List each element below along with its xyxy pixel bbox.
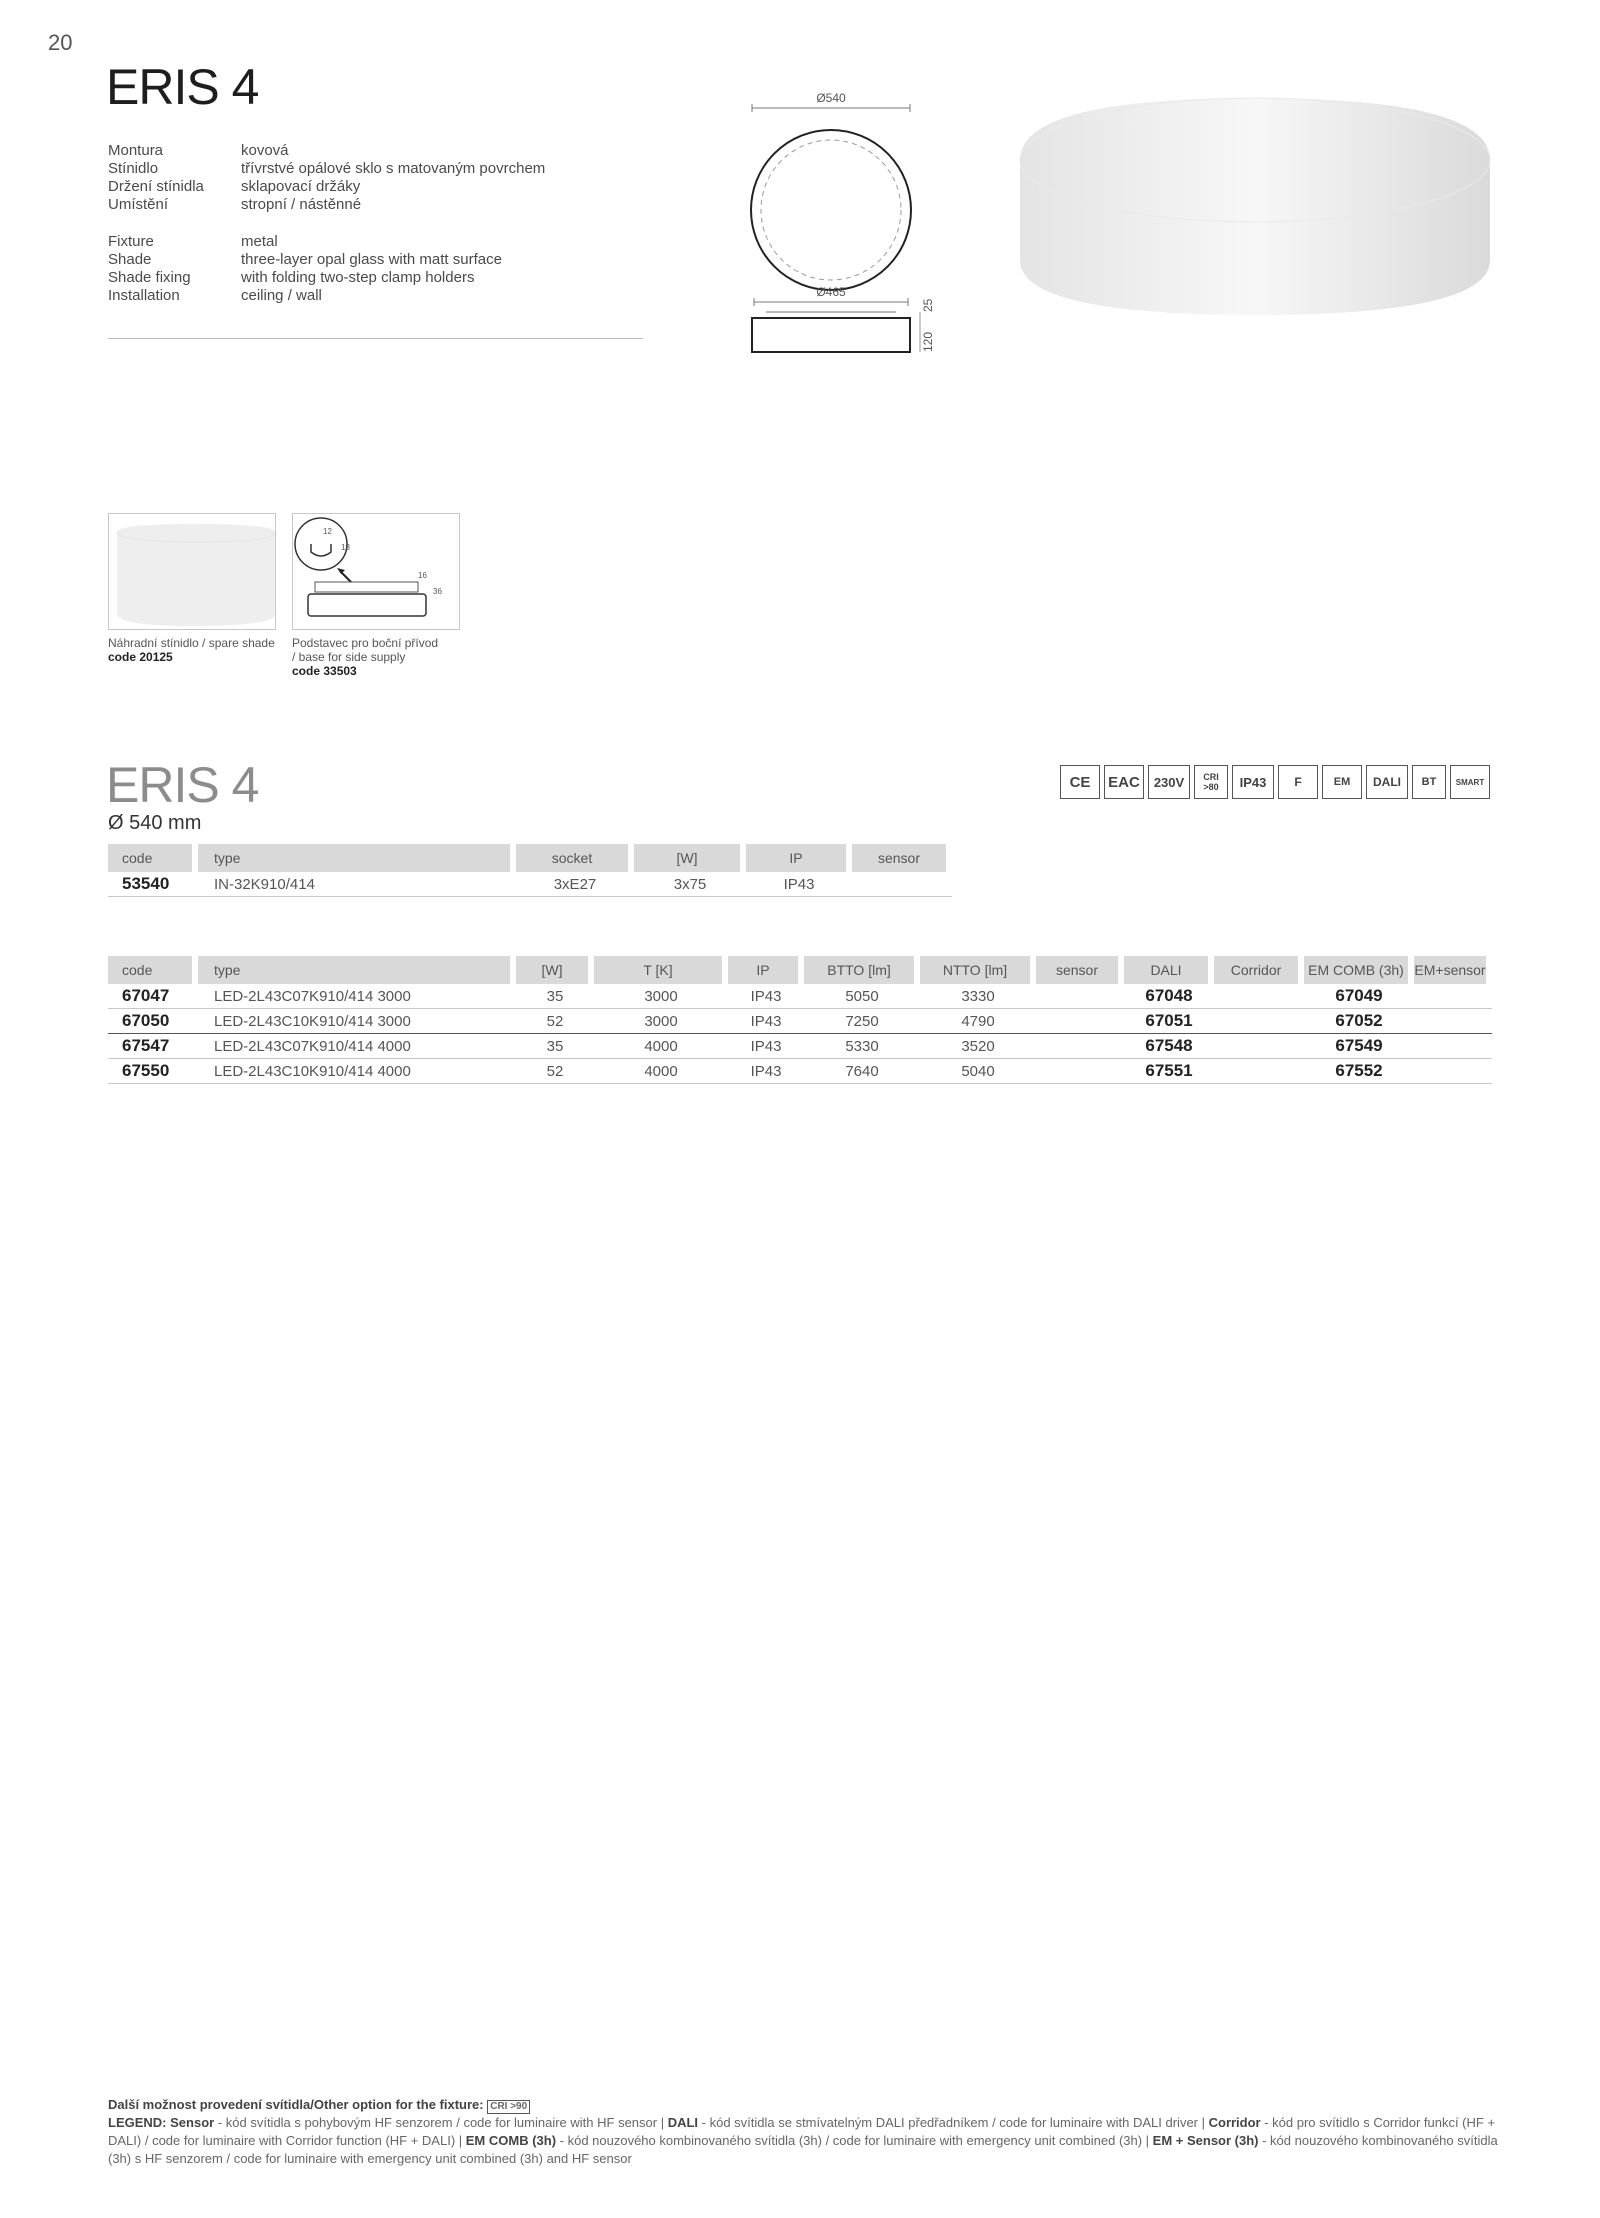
cell-em-sensor bbox=[1414, 984, 1492, 1009]
spec-row bbox=[108, 160, 545, 178]
cell-code: 53540 bbox=[108, 872, 198, 897]
cri-90-badge: CRI >90 bbox=[487, 2100, 530, 2114]
cell-type: IN-32K910/414 bbox=[198, 872, 516, 897]
dim-top-label: Ø540 bbox=[816, 91, 846, 105]
cell-em-comb: 67549 bbox=[1304, 1034, 1414, 1059]
spec-key: Stínidlo bbox=[108, 160, 159, 177]
dali-icon: DALI bbox=[1366, 765, 1408, 799]
cell-sensor bbox=[1036, 984, 1124, 1009]
cell-dali: 67048 bbox=[1124, 984, 1214, 1009]
ce-icon: CE bbox=[1060, 765, 1100, 799]
table-header: code bbox=[108, 844, 198, 872]
cell-code: 67050 bbox=[108, 1009, 198, 1034]
other-option-line bbox=[108, 2096, 1498, 2114]
spec-value: metal bbox=[241, 233, 278, 250]
cell-ip: IP43 bbox=[728, 984, 804, 1009]
table-header: [W] bbox=[516, 956, 594, 984]
table-header: BTTO [lm] bbox=[804, 956, 920, 984]
side-supply-caption bbox=[292, 636, 438, 678]
cell-sensor bbox=[1036, 1009, 1124, 1034]
caption-line: Náhradní stínidlo / spare shade bbox=[108, 636, 275, 650]
cell-sensor bbox=[1036, 1059, 1124, 1084]
table-row bbox=[108, 1034, 1492, 1059]
cell-temperature: 4000 bbox=[594, 1034, 728, 1059]
cell-ntto: 5040 bbox=[920, 1059, 1036, 1084]
spec-key: Držení stínidla bbox=[108, 178, 204, 195]
table-row bbox=[108, 1009, 1492, 1034]
diameter-label: Ø 540 mm bbox=[108, 812, 202, 834]
cell-code: 67550 bbox=[108, 1059, 198, 1084]
legend bbox=[108, 2096, 1498, 2168]
voltage-icon: 230V bbox=[1148, 765, 1190, 799]
legend-term: Corridor bbox=[1208, 2115, 1261, 2130]
accessory-dim-c: 16 bbox=[418, 571, 427, 580]
cell-ip: IP43 bbox=[728, 1009, 804, 1034]
table-header: T [K] bbox=[594, 956, 728, 984]
spec-row bbox=[108, 233, 502, 251]
table-header: EM COMB (3h) bbox=[1304, 956, 1414, 984]
specs-czech bbox=[108, 142, 545, 214]
cell-dali: 67548 bbox=[1124, 1034, 1214, 1059]
cell-ntto: 3520 bbox=[920, 1034, 1036, 1059]
cell-watts: 52 bbox=[516, 1059, 594, 1084]
smart-home-icon: SMART bbox=[1450, 765, 1490, 799]
table-header: code bbox=[108, 956, 198, 984]
legend-term: Sensor bbox=[170, 2115, 215, 2130]
table-row bbox=[108, 872, 952, 897]
caption-line: Podstavec pro boční přívod bbox=[292, 636, 439, 650]
page-number: 20 bbox=[48, 30, 73, 55]
side-supply-base-image bbox=[292, 513, 460, 630]
cell-btto: 5050 bbox=[804, 984, 920, 1009]
spec-row bbox=[108, 287, 502, 305]
cell-watts: 35 bbox=[516, 984, 594, 1009]
spec-value: stropní / nástěnné bbox=[241, 196, 362, 213]
table-header: Corridor bbox=[1214, 956, 1304, 984]
cell-corridor bbox=[1214, 1034, 1304, 1059]
cell-watts: 3x75 bbox=[634, 872, 746, 897]
table-traditional bbox=[108, 844, 952, 897]
cell-temperature: 4000 bbox=[594, 1059, 728, 1084]
table-header: IP bbox=[746, 844, 852, 872]
divider bbox=[108, 338, 643, 339]
legend-term: EM + Sensor (3h) bbox=[1152, 2133, 1259, 2148]
product-photo bbox=[1015, 90, 1495, 330]
f-mark-icon: F bbox=[1278, 765, 1318, 799]
cell-em-sensor bbox=[1414, 1034, 1492, 1059]
cell-sensor bbox=[1036, 1034, 1124, 1059]
accessory-dim-a: 12 bbox=[323, 527, 332, 536]
table-header: type bbox=[198, 956, 516, 984]
spec-row bbox=[108, 142, 545, 160]
bluetooth-icon: BT bbox=[1412, 765, 1446, 799]
caption-line: / base for side supply bbox=[292, 650, 406, 664]
dim-height-label: 120 bbox=[921, 331, 935, 352]
cell-em-comb: 67552 bbox=[1304, 1059, 1414, 1084]
cell-ip: IP43 bbox=[728, 1059, 804, 1084]
cell-sensor bbox=[852, 872, 952, 897]
emergency-icon: EM bbox=[1322, 765, 1362, 799]
spec-value: třívrstvé opálové sklo s matovaným povrchem bbox=[241, 160, 546, 177]
legend-desc: - kód nouzového kombinovaného svítidla (3h) s HF senzorem / code for luminaire with emergency unit combined (3h) and HF sensor bbox=[108, 2133, 1498, 2166]
ip-rating-icon: IP43 bbox=[1232, 765, 1274, 799]
spec-key: Montura bbox=[108, 142, 164, 159]
legend-desc: - kód svítidla se stmívatelným DALI předřadníkem / code for luminaire with DALI driver | bbox=[698, 2115, 1209, 2130]
caption-code: code 33503 bbox=[292, 664, 357, 678]
spec-value: kovová bbox=[241, 142, 289, 159]
cri-icon: CRI >80 bbox=[1194, 765, 1228, 799]
spec-value: ceiling / wall bbox=[241, 287, 322, 304]
spec-key: Umístění bbox=[108, 196, 169, 213]
table-header: socket bbox=[516, 844, 634, 872]
legend-label: LEGEND: bbox=[108, 2115, 167, 2130]
legend-desc: - kód pro svítidlo s Corridor funkcí (HF + DALI) / code for luminaire with Corridor function (HF + DALI) | bbox=[108, 2115, 1496, 2148]
cell-code: 67547 bbox=[108, 1034, 198, 1059]
spec-row bbox=[108, 178, 545, 196]
table-led bbox=[108, 956, 1492, 1084]
spec-value: three-layer opal glass with matt surface bbox=[241, 251, 502, 268]
product-title: ERIS 4 bbox=[106, 59, 259, 115]
accessory-dim-b: 13 bbox=[341, 543, 350, 552]
other-option-text: Další možnost provedení svítidla/Other option for the fixture: bbox=[108, 2097, 484, 2112]
spare-shade-caption bbox=[108, 636, 275, 664]
table-header: [W] bbox=[634, 844, 746, 872]
table-header: EM+sensor bbox=[1414, 956, 1492, 984]
accessory-dim-d: 36 bbox=[433, 587, 442, 596]
table-header: sensor bbox=[852, 844, 952, 872]
cell-watts: 35 bbox=[516, 1034, 594, 1059]
cell-em-sensor bbox=[1414, 1059, 1492, 1084]
cell-type: LED-2L43C07K910/414 4000 bbox=[198, 1034, 516, 1059]
dim-depth-label: 25 bbox=[921, 298, 935, 312]
technical-drawing bbox=[740, 90, 940, 365]
table-row bbox=[108, 1059, 1492, 1084]
spec-value: sklapovací držáky bbox=[241, 178, 361, 195]
cell-corridor bbox=[1214, 984, 1304, 1009]
cell-temperature: 3000 bbox=[594, 984, 728, 1009]
table-header: DALI bbox=[1124, 956, 1214, 984]
certification-icons bbox=[1060, 765, 1490, 799]
table-header: sensor bbox=[1036, 956, 1124, 984]
cell-ntto: 3330 bbox=[920, 984, 1036, 1009]
cell-type: LED-2L43C10K910/414 3000 bbox=[198, 1009, 516, 1034]
eac-icon: EAC bbox=[1104, 765, 1144, 799]
cell-em-comb: 67049 bbox=[1304, 984, 1414, 1009]
cell-btto: 5330 bbox=[804, 1034, 920, 1059]
table-header: IP bbox=[728, 956, 804, 984]
section-title: ERIS 4 bbox=[106, 757, 259, 813]
legend-text bbox=[108, 2114, 1498, 2168]
cell-ip: IP43 bbox=[728, 1034, 804, 1059]
spec-value: with folding two-step clamp holders bbox=[241, 269, 475, 286]
table-row bbox=[108, 984, 1492, 1009]
legend-term: EM COMB (3h) bbox=[465, 2133, 557, 2148]
cell-em-comb: 67052 bbox=[1304, 1009, 1414, 1034]
cell-ntto: 4790 bbox=[920, 1009, 1036, 1034]
spec-row bbox=[108, 251, 502, 269]
cell-socket: 3xE27 bbox=[516, 872, 634, 897]
cell-watts: 52 bbox=[516, 1009, 594, 1034]
spec-key: Shade bbox=[108, 251, 152, 268]
spec-key: Fixture bbox=[108, 233, 154, 250]
spec-row bbox=[108, 269, 502, 287]
table-header: NTTO [lm] bbox=[920, 956, 1036, 984]
legend-desc: - kód svítidla s pohybovým HF senzorem / code for luminaire with HF sensor | bbox=[214, 2115, 668, 2130]
table-header: type bbox=[198, 844, 516, 872]
cell-temperature: 3000 bbox=[594, 1009, 728, 1034]
legend-desc: - kód nouzového kombinovaného svítidla (3h) / code for luminaire with emergency unit combined (3h) | bbox=[556, 2133, 1153, 2148]
cell-dali: 67551 bbox=[1124, 1059, 1214, 1084]
cell-btto: 7250 bbox=[804, 1009, 920, 1034]
caption-code: code 20125 bbox=[108, 650, 173, 664]
cell-btto: 7640 bbox=[804, 1059, 920, 1084]
cell-corridor bbox=[1214, 1009, 1304, 1034]
dim-bottom-label: Ø465 bbox=[816, 285, 846, 299]
cell-dali: 67051 bbox=[1124, 1009, 1214, 1034]
legend-term: DALI bbox=[667, 2115, 699, 2130]
spec-key: Shade fixing bbox=[108, 269, 191, 286]
spare-shade-image bbox=[108, 513, 276, 630]
cell-ip: IP43 bbox=[746, 872, 852, 897]
cell-type: LED-2L43C10K910/414 4000 bbox=[198, 1059, 516, 1084]
cell-em-sensor bbox=[1414, 1009, 1492, 1034]
specs-english bbox=[108, 233, 502, 305]
cell-corridor bbox=[1214, 1059, 1304, 1084]
spec-key: Installation bbox=[108, 287, 180, 304]
cell-code: 67047 bbox=[108, 984, 198, 1009]
spec-row bbox=[108, 196, 545, 214]
cell-type: LED-2L43C07K910/414 3000 bbox=[198, 984, 516, 1009]
